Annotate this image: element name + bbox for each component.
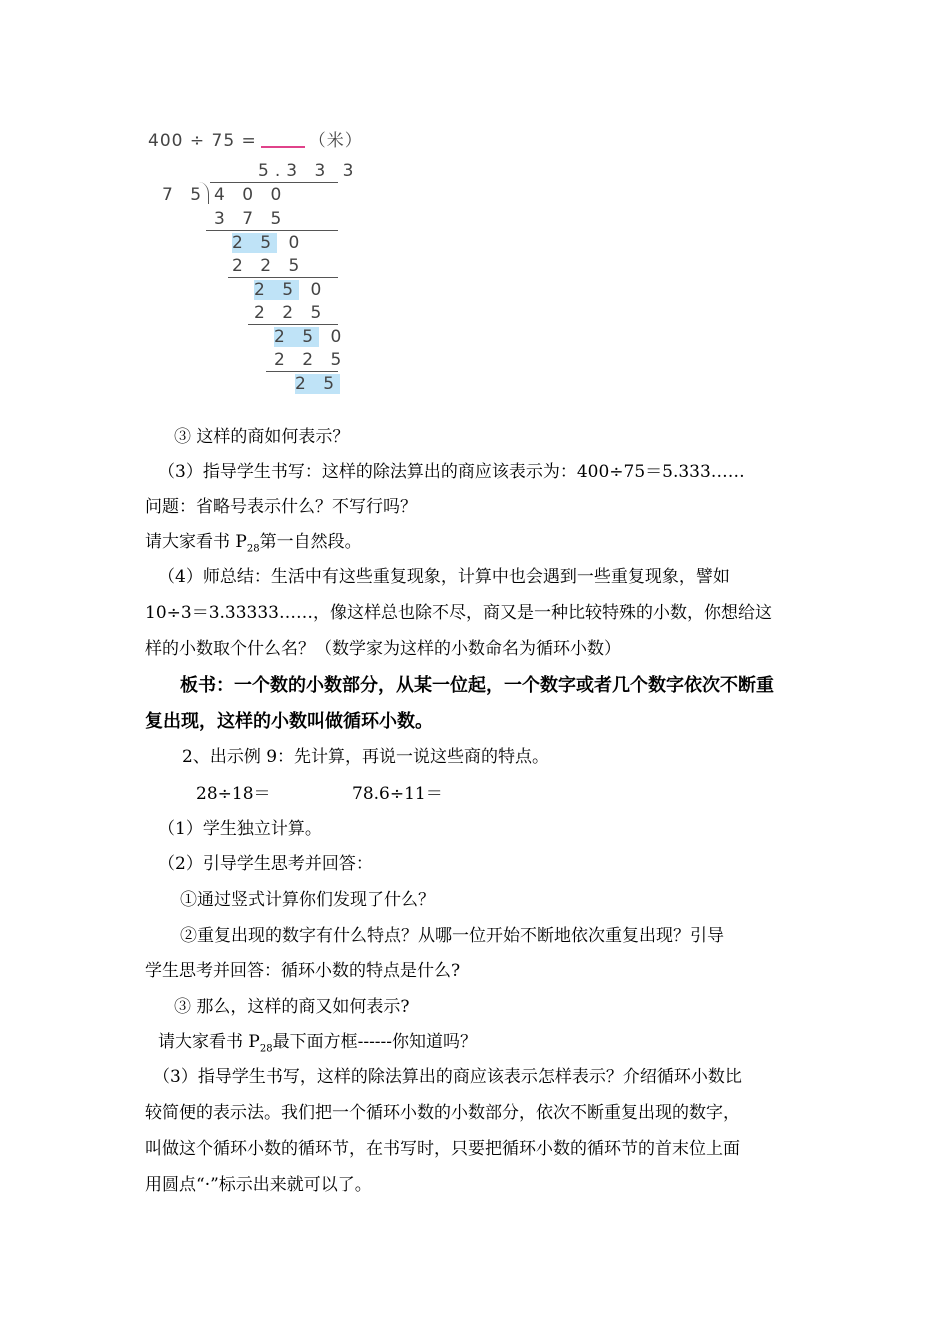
- dividend: 4 0 0: [214, 185, 288, 205]
- paragraph-line: ②重复出现的数字有什么特点？从哪一位开始不断地依次重复出现？引导: [180, 926, 724, 946]
- paragraph-line: （3）指导学生书写，这样的除法算出的商应该表示怎样表示？介绍循环小数比: [153, 1067, 742, 1087]
- paragraph-line: （4）师总结：生活中有这些重复现象，计算中也会遇到一些重复现象，譬如: [158, 567, 730, 587]
- step-line: [266, 371, 338, 372]
- step-row: 2 5 0: [274, 327, 348, 347]
- step-line: [228, 277, 338, 278]
- blackboard-note: 复出现，这样的小数叫做循环小数。: [145, 711, 433, 732]
- step-row: 2 5 0: [232, 233, 306, 253]
- division-bracket: [198, 182, 209, 204]
- paragraph-line: ③ 这样的商如何表示？: [174, 427, 350, 447]
- paragraph-line: 2、出示例 9：先计算，再说一说这些商的特点。: [182, 747, 550, 767]
- step-line: [206, 230, 338, 231]
- paragraph-line: 请大家看书 $P_{28}$第一自然段。: [145, 532, 362, 555]
- paragraph-line: 请大家看书 $P_{28}$最下面方框------你知道吗？: [158, 1032, 478, 1055]
- step-line: [248, 324, 338, 325]
- exercise-2: 78.6÷11＝: [352, 784, 443, 804]
- equation-left: 400 ÷ 75 =: [148, 131, 257, 151]
- step-row: 2 5 0: [254, 280, 328, 300]
- quotient: 5.3 3 3: [258, 161, 360, 181]
- paragraph-line: 用圆点“·”标示出来就可以了。: [145, 1175, 372, 1195]
- paragraph-line: 较简便的表示法。我们把一个循环小数的小数部分，依次不断重复出现的数字，: [145, 1103, 740, 1123]
- remainder-row: 2 5: [295, 374, 341, 394]
- answer-blank: [261, 132, 305, 148]
- long-division-figure: [140, 120, 363, 405]
- divisor: 7 5: [162, 185, 208, 205]
- paragraph-line: （3）指导学生书写：这样的除法算出的商应该表示为：400÷75＝5.333……: [158, 462, 745, 482]
- division-equation: [148, 126, 363, 151]
- paragraph-line: 10÷3＝3.33333……，像这样总也除不尽，商又是一种比较特殊的小数，你想给这: [145, 603, 772, 623]
- blackboard-note: 板书：一个数的小数部分，从某一位起，一个数字或者几个数字依次不断重: [180, 675, 774, 696]
- step-row: 3 7 5: [214, 209, 288, 229]
- paragraph-line: 样的小数取个什么名？（数学家为这样的小数命名为循环小数）: [145, 639, 621, 659]
- paragraph-line: 学生思考并回答：循环小数的特点是什么?: [145, 961, 461, 981]
- paragraph-line: 问题：省略号表示什么？不写行吗？: [145, 497, 417, 517]
- exercise-1: 28÷18＝: [196, 784, 271, 804]
- equation-unit: （米）: [308, 131, 363, 151]
- paragraph-line: ③ 那么，这样的商又如何表示?: [174, 997, 410, 1017]
- paragraph-line: 叫做这个循环小数的循环节，在书写时，只要把循环小数的循环节的首末位上面: [145, 1139, 740, 1159]
- step-row: 2 2 5: [274, 350, 348, 370]
- paragraph-line: （2）引导学生思考并回答：: [158, 854, 373, 874]
- step-row: 2 2 5: [232, 256, 306, 276]
- paragraph-line: （1）学生独立计算。: [158, 819, 322, 839]
- paragraph-line: ①通过竖式计算你们发现了什么？: [180, 890, 435, 910]
- step-row: 2 2 5: [254, 303, 328, 323]
- division-bar: [210, 182, 338, 183]
